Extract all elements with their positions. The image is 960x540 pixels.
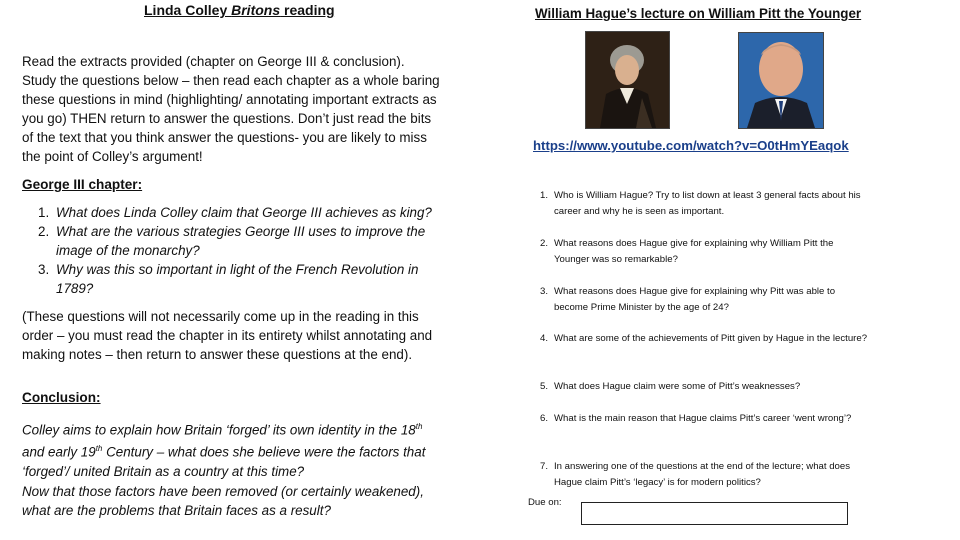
george-question: 1. What does Linda Colley claim that George III achieves as king?: [38, 205, 432, 220]
right-title: William Hague’s lecture on William Pitt the Younger: [535, 6, 862, 21]
youtube-link[interactable]: https://www.youtube.com/watch?v=O0tHmYEaqok: [533, 138, 849, 153]
hague-question: 3. What reasons does Hague give for explaining why Pitt was able to become Prime Minister by the age of 24?: [540, 286, 836, 313]
hague-photo-image: [739, 33, 823, 128]
conclusion-question-1: Colley aims to explain how Britain ‘forged’ its own identity in the 18th and early 19th Century – what does she believe were the factors that ‘forged’/ united Britain as a country at this time?: [22, 422, 426, 479]
hague-question: 2. What reasons does Hague give for explaining why William Pitt the Younger was so remarkable?: [540, 238, 834, 265]
george-question: 3. Why was this so important in light of the French Revolution in 1789?: [38, 262, 419, 296]
george-question: 2. What are the various strategies George III uses to improve the image of the monarchy?: [38, 224, 426, 258]
hague-question: 1. Who is William Hague? Try to list down at least 3 general facts about his career and why he is seen as important.: [540, 190, 861, 217]
pitt-portrait: [585, 31, 670, 129]
due-date-field[interactable]: [581, 502, 848, 525]
hague-question: 7. In answering one of the questions at the end of the lecture; what does Hague claim Pitt’s ‘legacy’ is for modern politics?: [540, 461, 851, 488]
left-title: Linda Colley Britons reading: [144, 2, 335, 18]
hague-photo: [738, 32, 824, 129]
reading-note: (These questions will not necessarily come up in the reading in this order – you must read the chapter in its entirety whilst annotating and making notes – then return to answer these questions at the end).: [22, 309, 433, 362]
pitt-portrait-image: [586, 32, 669, 128]
hague-question: 4. What are some of the achievements of Pitt given by Hague in the lecture?: [540, 333, 868, 344]
conclusion-question-2: Now that those factors have been removed (or certainly weakened), what are the problems that Britain faces as a result?: [22, 484, 424, 518]
george-heading: George III chapter:: [22, 177, 143, 192]
conclusion-heading: Conclusion:: [22, 390, 101, 405]
intro-paragraph: Read the extracts provided (chapter on George III & conclusion). Study the questions below – then read each chapter as a whole baring these questions in mind (highlighting/ annotating important extracts as you go) THEN return to answer the questions. Don’t just read the bits of the text that you think answer the questions- you are likely to miss the point of Colley’s argument!: [22, 54, 440, 164]
hague-question: 6. What is the main reason that Hague claims Pitt’s career ‘went wrong’?: [540, 413, 852, 424]
george-question-list: [38, 203, 442, 298]
due-label: Due on:: [528, 497, 562, 508]
hague-question: 5. What does Hague claim were some of Pitt’s weaknesses?: [540, 381, 801, 392]
